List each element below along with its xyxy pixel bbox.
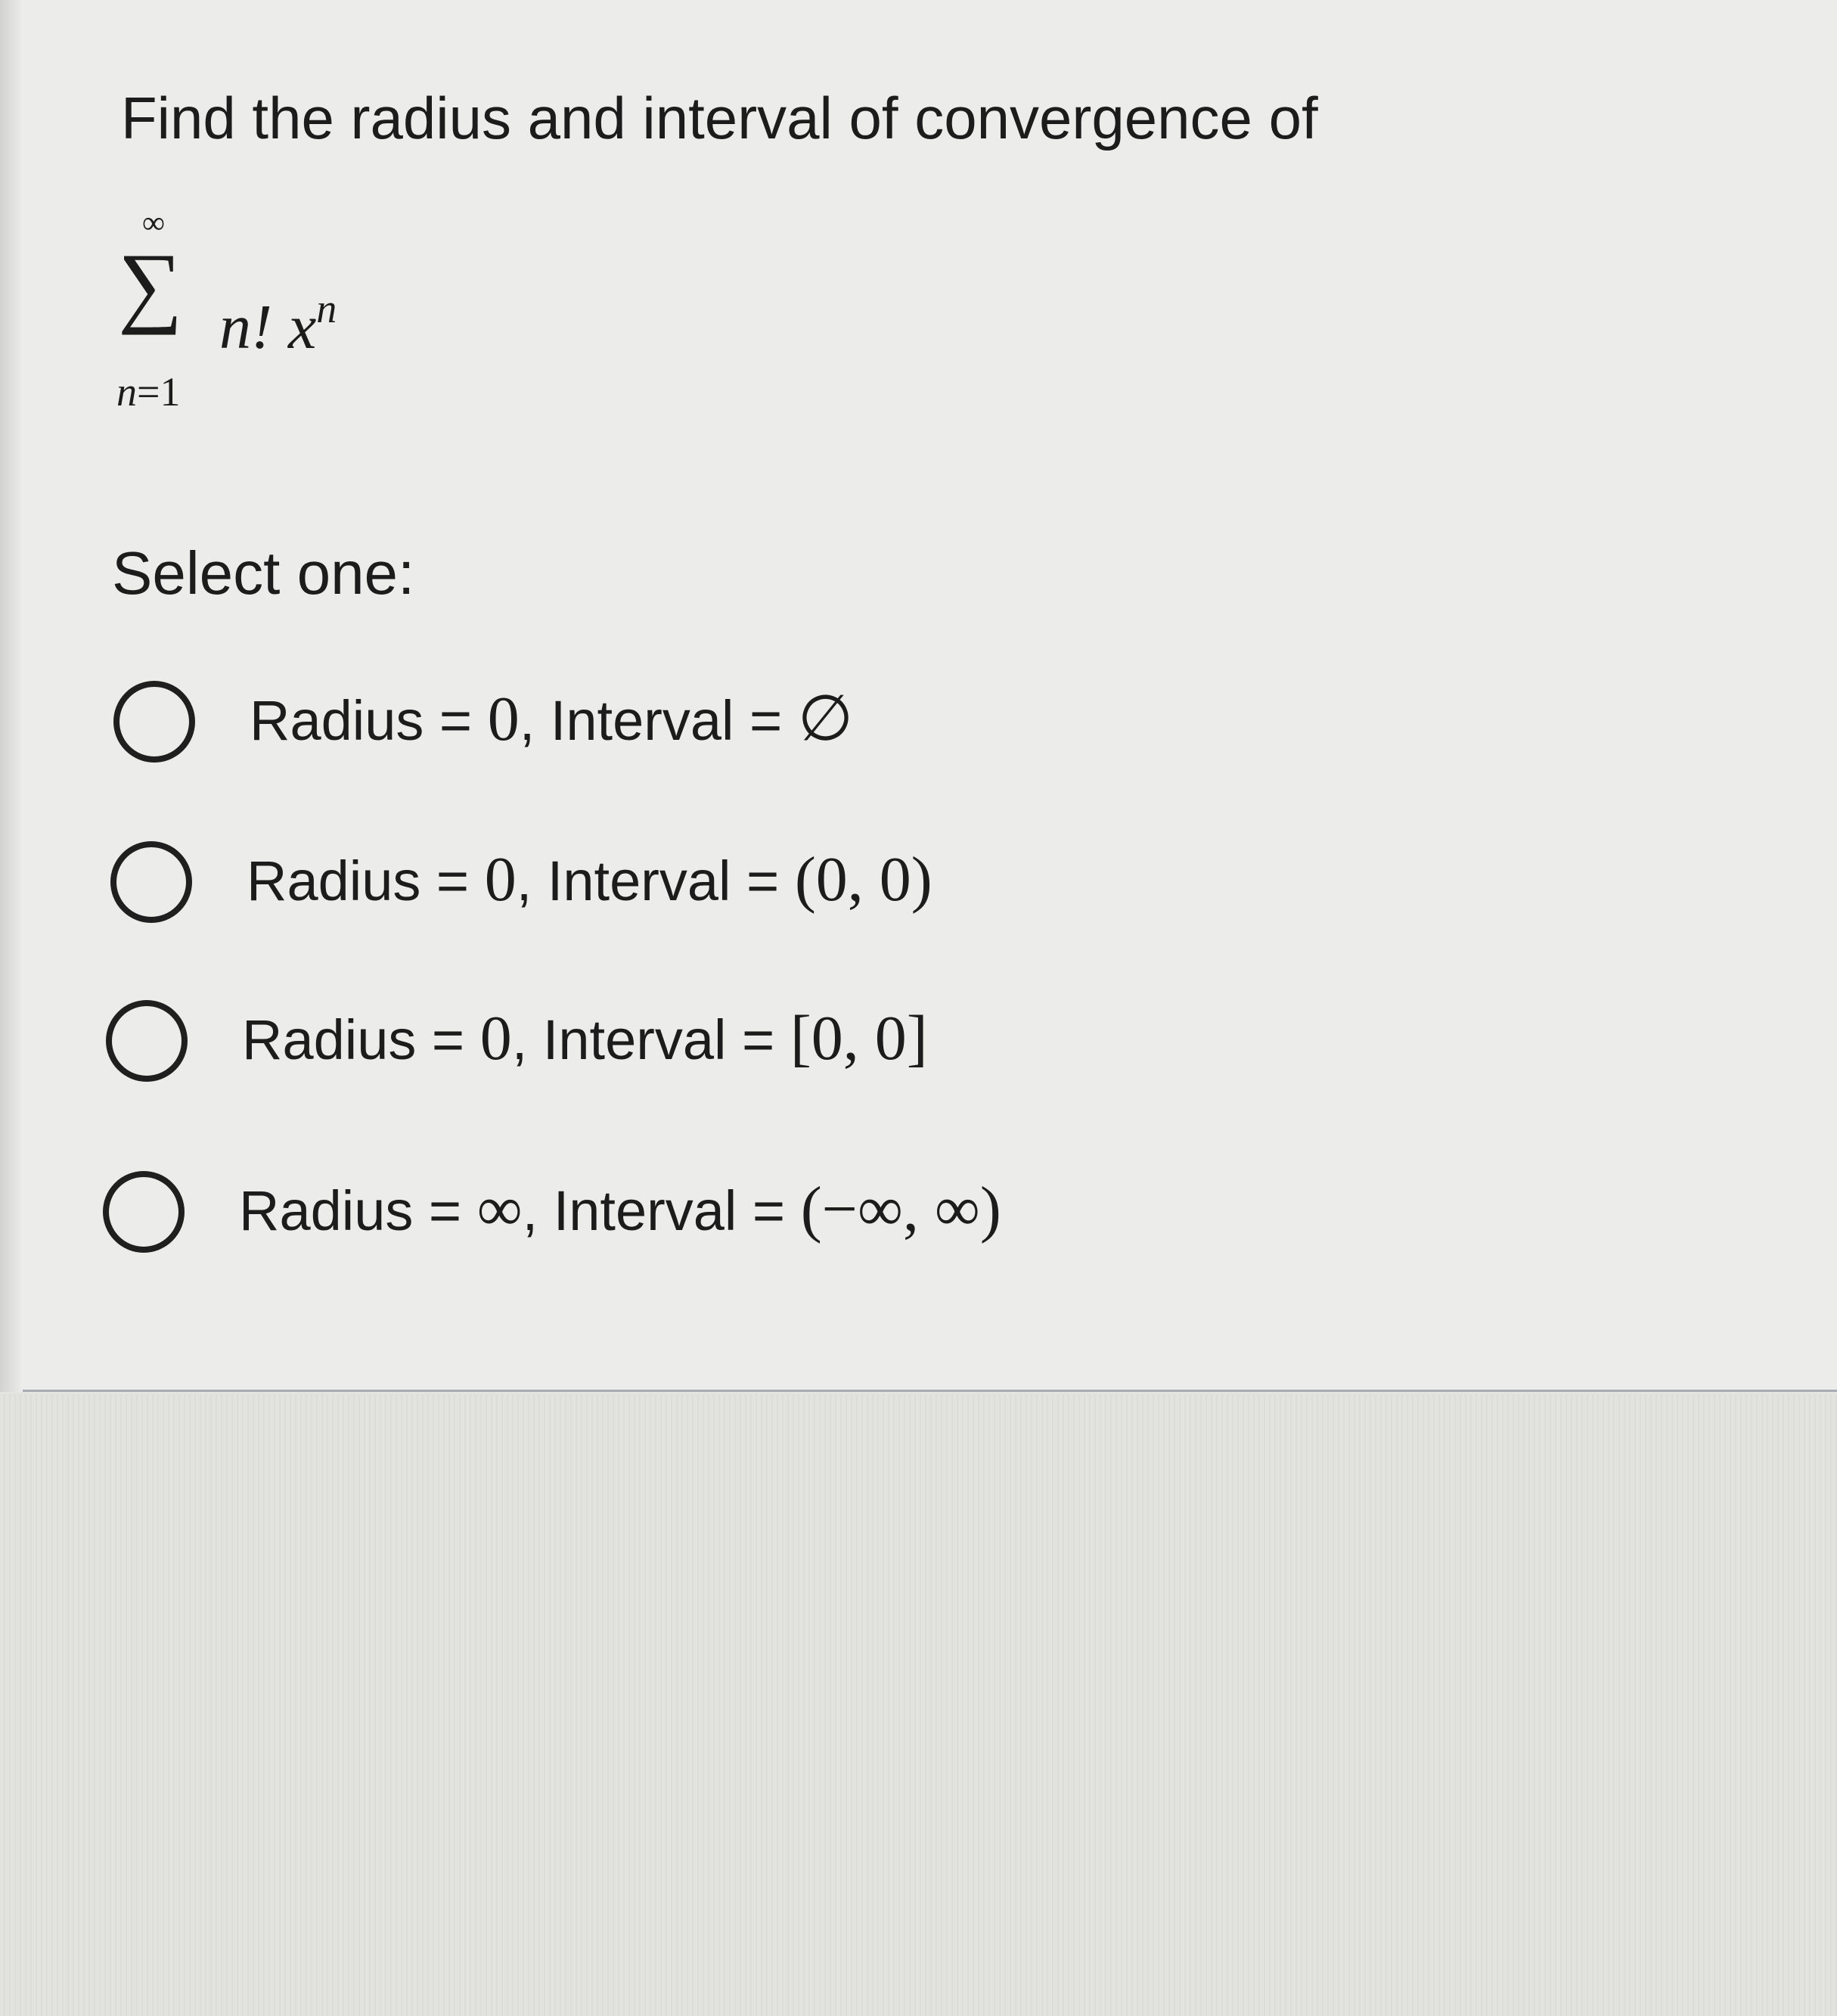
interval-value: (0, 0) [794, 844, 932, 915]
radio-button[interactable] [113, 681, 195, 763]
option-label[interactable] [242, 1005, 928, 1074]
interval-prefix: , Interval = [516, 850, 795, 912]
empty-page-area [0, 1394, 1837, 2016]
option-label[interactable] [250, 685, 853, 755]
radio-button[interactable] [110, 841, 192, 923]
radius-prefix: Radius = [239, 1179, 477, 1242]
option-label[interactable] [239, 1176, 1001, 1245]
select-one-prompt: Select one: [112, 539, 415, 607]
interval-prefix: , Interval = [522, 1179, 801, 1242]
sum-index-var: n [116, 369, 137, 415]
radius-prefix: Radius = [242, 1008, 480, 1071]
series-expression [113, 204, 431, 424]
interval-prefix: , Interval = [519, 689, 798, 752]
series-term [219, 271, 337, 365]
radius-value: 0 [479, 1003, 512, 1073]
sum-lower-limit [116, 369, 180, 415]
radius-prefix: Radius = [250, 689, 488, 752]
sum-index-start: =1 [137, 369, 181, 415]
radius-value: 0 [487, 684, 520, 754]
interval-prefix: , Interval = [511, 1008, 790, 1071]
interval-value: ∅ [797, 684, 853, 754]
interval-value: (−∞, ∞) [800, 1174, 1001, 1244]
term-exponent: n [316, 286, 337, 331]
term-base: n! x [219, 292, 317, 362]
question-text: Find the radius and interval of convergence of [121, 85, 1318, 151]
interval-value: [0, 0] [790, 1003, 928, 1073]
radio-button[interactable] [103, 1171, 185, 1253]
radio-button[interactable] [106, 1000, 188, 1082]
panel-shadow [0, 0, 23, 1392]
sigma-symbol: ∑ [118, 235, 183, 335]
radius-value: 0 [484, 844, 517, 915]
radius-value: ∞ [476, 1174, 523, 1244]
option-label[interactable] [247, 846, 932, 915]
radius-prefix: Radius = [247, 850, 485, 912]
sum-upper-limit: ∞ [142, 206, 165, 241]
